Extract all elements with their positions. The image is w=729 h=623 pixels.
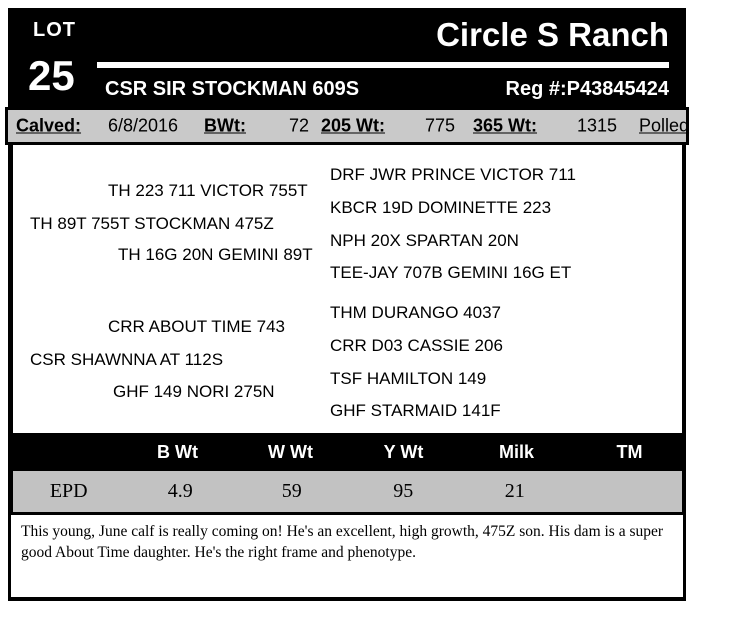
wt365-label: 365 Wt: (473, 115, 538, 136)
pedigree-line: NPH 20X SPARTAN 20N (330, 231, 519, 250)
pedigree-line: TEE-JAY 707B GEMINI 16G ET (330, 263, 572, 282)
bwt-value: 72 (289, 115, 310, 136)
dam-line: CSR SHAWNNA AT 112S (30, 350, 224, 369)
lot-number: 25 (28, 52, 75, 99)
pedigree-line: THM DURANGO 4037 (330, 303, 501, 322)
animal-name: CSR SIR STOCKMAN 609S (105, 78, 360, 100)
wt205-value: 775 (425, 115, 456, 136)
sire-grandsire-line: TH 223 711 VICTOR 755T (108, 181, 308, 200)
epd-value-bwt: 4.9 (167, 480, 193, 502)
lot-header (8, 8, 686, 107)
calved-value: 6/8/2016 (108, 115, 179, 136)
reg-number: Reg #:P43845424 (505, 78, 669, 100)
pedigree-line: CRR D03 CASSIE 206 (330, 336, 503, 355)
pedigree-line: KBCR 19D DOMINETTE 223 (330, 198, 552, 217)
polled-status: Polled (639, 115, 690, 136)
epd-value-wwt: 59 (281, 480, 302, 502)
epd-value-row (8, 471, 686, 512)
epd-row-label: EPD (49, 480, 88, 502)
calved-label: Calved: (16, 115, 82, 136)
wt205-label: 205 Wt: (321, 115, 386, 136)
description-text: This young, June calf is really coming on! He's an excellent, high growth, 475Z son. His dam is a super good About Time daughter. He's the right frame and phenotype. (21, 523, 664, 561)
epd-col-milk: Milk (498, 441, 534, 462)
pedigree-line: GHF STARMAID 141F (330, 401, 501, 420)
epd-col-wwt: W Wt (268, 441, 313, 462)
epd-value-ywt: 95 (393, 480, 414, 502)
epd-col-bwt: B Wt (157, 441, 198, 462)
info-bar (5, 107, 689, 145)
epd-value-milk: 21 (504, 480, 525, 502)
sire-line: TH 89T 755T STOCKMAN 475Z (30, 214, 274, 233)
epd-col-tm: TM (616, 441, 643, 462)
sire-granddam-line: TH 16G 20N GEMINI 89T (118, 245, 313, 264)
pedigree-line: DRF JWR PRINCE VICTOR 711 (330, 165, 576, 184)
header-divider (97, 62, 669, 68)
dam-grandsire-line: CRR ABOUT TIME 743 (108, 317, 285, 336)
description-box (8, 512, 686, 601)
bwt-label: BWt: (204, 115, 246, 136)
wt365-value: 1315 (577, 115, 618, 136)
epd-col-ywt: Y Wt (383, 441, 424, 462)
epd-header-row (8, 433, 686, 471)
pedigree-line: TSF HAMILTON 149 (330, 369, 487, 388)
dam-granddam-line: GHF 149 NORI 275N (113, 382, 275, 401)
lot-card (8, 8, 690, 601)
pedigree-section (8, 145, 686, 433)
lot-label: LOT (33, 19, 76, 41)
ranch-name: Circle S Ranch (436, 16, 669, 53)
